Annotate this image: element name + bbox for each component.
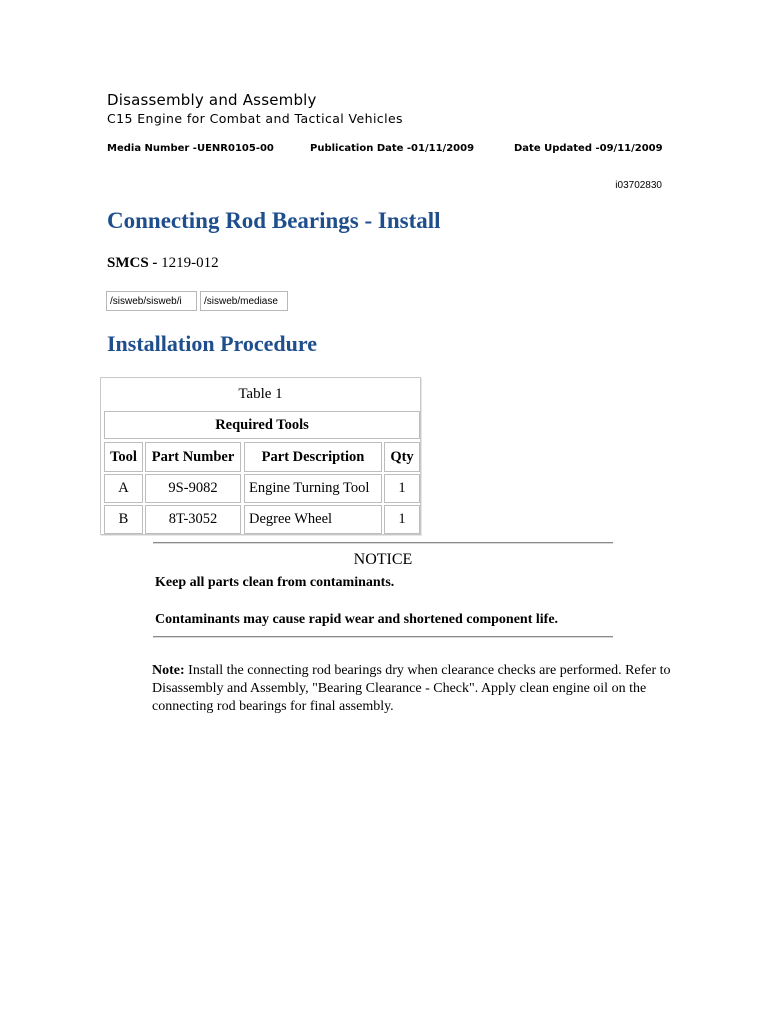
image-link-1[interactable]: /sisweb/sisweb/i [106, 291, 197, 311]
column-header-tool: Tool [104, 442, 143, 472]
smcs-label: SMCS - [107, 255, 158, 271]
page-title: Connecting Rod Bearings - Install [107, 208, 441, 233]
table-cell-description: Degree Wheel [244, 505, 382, 534]
manual-title: Disassembly and Assembly [107, 91, 317, 109]
table-caption: Table 1 [238, 386, 283, 402]
manual-subtitle: C15 Engine for Combat and Tactical Vehicles [107, 111, 403, 126]
image-links [106, 291, 288, 311]
section-title: Installation Procedure [107, 331, 318, 356]
table-cell-qty: 1 [384, 474, 420, 503]
table-group-header: Required Tools [104, 411, 420, 439]
smcs-code [107, 255, 219, 272]
required-tools-table [100, 377, 421, 535]
smcs-value: 1219-012 [161, 255, 219, 271]
table-cell-tool: A [104, 474, 143, 503]
table-cell-part-number: 8T-3052 [145, 505, 241, 534]
notice-line-2: Contaminants may cause rapid wear and shortened component life. [155, 612, 559, 627]
notice-top-divider [153, 542, 613, 544]
table-cell-description: Engine Turning Tool [244, 474, 382, 503]
notice-bottom-divider [153, 636, 613, 638]
notice-title: NOTICE [353, 551, 413, 568]
column-header-part-number: Part Number [145, 442, 241, 472]
column-header-part-description: Part Description [244, 442, 382, 472]
table-cell-tool: B [104, 505, 143, 534]
column-header-qty: Qty [384, 442, 420, 472]
image-link-2[interactable]: /sisweb/mediase [200, 291, 288, 311]
note-label: Note: [152, 663, 185, 678]
note-text: Install the connecting rod bearings dry when clearance checks are performed. Refer to Disassembly and Assembly, "Bearing Clearance - Check". Apply clean engine oil on the connecting rod bearings for final assembly. [152, 663, 671, 714]
note-paragraph [152, 662, 672, 716]
document-id: i03702830 [615, 180, 662, 191]
notice-line-1: Keep all parts clean from contaminants. [155, 575, 395, 590]
table-cell-qty: 1 [384, 505, 420, 534]
date-updated: Date Updated -09/11/2009 [514, 143, 663, 154]
publication-date: Publication Date -01/11/2009 [310, 143, 475, 154]
table-cell-part-number: 9S-9082 [145, 474, 241, 503]
media-number: Media Number -UENR0105-00 [107, 143, 274, 154]
